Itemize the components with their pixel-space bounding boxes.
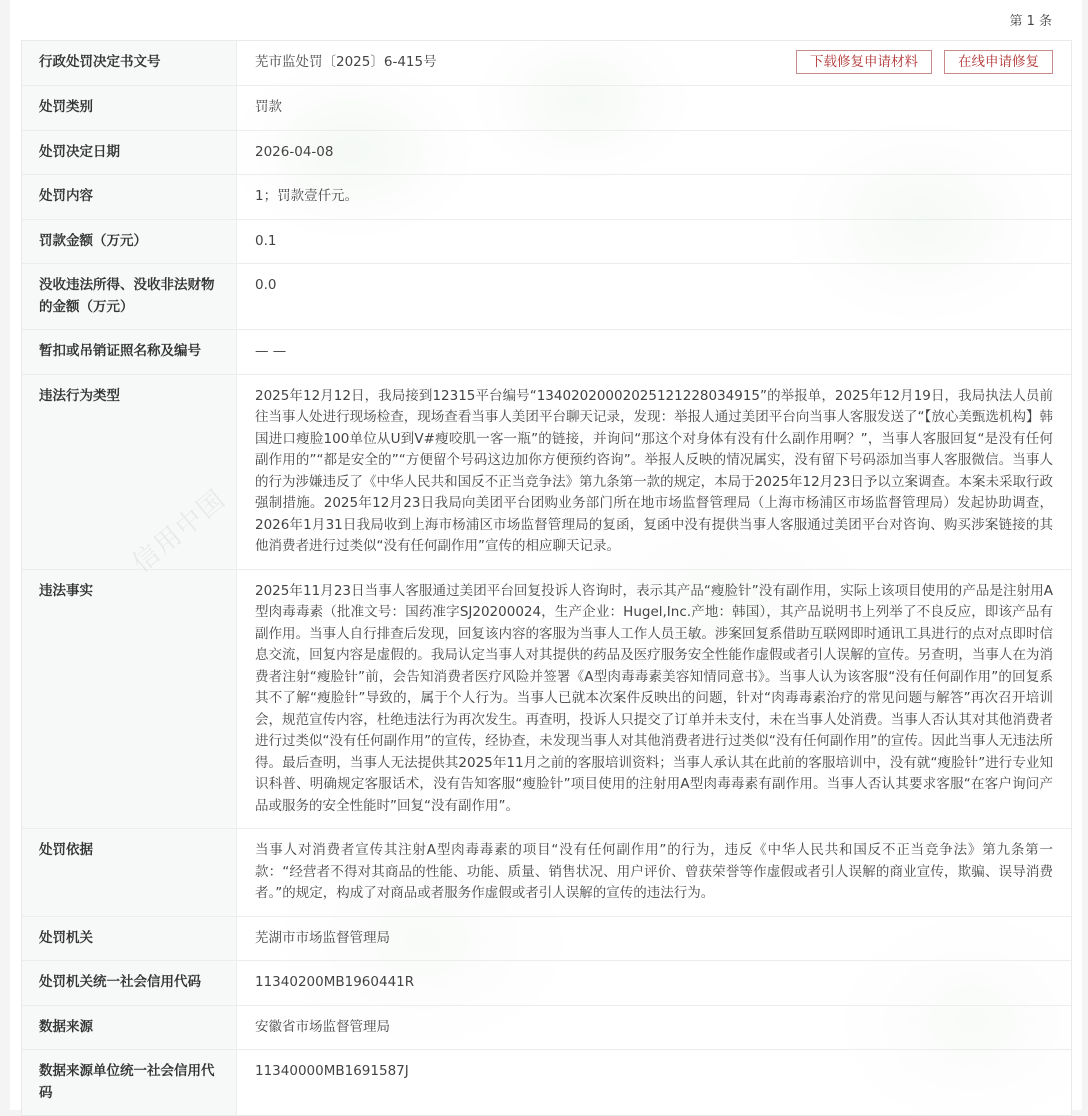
table-row (22, 829, 1071, 917)
penalty-basis: 当事人对消费者宣传其注射A型肉毒毒素的项目“没有任何副作用”的行为，违反《中华人民共和国反不正当竞争法》第九条第一款：“经营者不得对其商品的性能、功能、质量、销售状况、用户评价、曾获荣誉等作虚假或者引人误解的商业宣传，欺骗、误导消费者。”的规定，构成了对商品或者服务作虚假或者引人误解的宣传的违法行为。 (237, 829, 1072, 917)
online-repair-application-button[interactable]: 在线申请修复 (944, 50, 1053, 74)
table-row (22, 1050, 1071, 1116)
data-source: 安徽省市场监督管理局 (237, 1005, 1072, 1050)
field-label: 违法事实 (22, 569, 237, 829)
penalty-content: 1；罚款壹仟元。 (237, 175, 1072, 220)
table-row (22, 130, 1071, 175)
penalty-category: 罚款 (237, 86, 1072, 131)
field-label: 处罚机关 (22, 916, 237, 961)
table-row (22, 961, 1071, 1006)
confiscation-amount: 0.0 (237, 264, 1072, 330)
penalty-detail-table (21, 40, 1072, 1116)
violation-facts: 2025年11月23日当事人客服通过美团平台回复投诉人咨询时，表示其产品“瘦脸针”没有副作用，实际上该项目使用的产品是注射用A型肉毒毒素（批准文号：国药准字SJ20200024，生产企业：Hugel,Inc.产地：韩国），其产品说明书上列举了不良反应，即该产品有副作用。当事人自行排查后发现，回复该内容的客服为当事人工作人员王敏。涉案回复系借助互联网即时通讯工具进行的点对点即时信息交流，回复内容是虚假的。我局认定当事人对其提供的药品及医疗服务安全性能作虚假或者引人误解的宣传。另查明，当事人在为消费者注射“瘦脸针”前，会告知消费者医疗风险并签署《A型肉毒毒素美容知情同意书》。当事人认为该客服“没有任何副作用”的回复系其不了解“瘦脸针”导致的，属于个人行为。当事人已就本次案件反映出的问题，针对“肉毒毒素治疗的常见问题与解答”再次召开培训会，规范宣传内容，杜绝违法行为再次发生。再查明，投诉人只提交了订单并未支付，未在当事人处消费。当事人否认其对其他消费者进行过类似“没有任何副作用”的宣传，经协查，未发现当事人对其他消费者进行过类似“没有任何副作用”的宣传。因此当事人无违法所得。最后查明，当事人无法提供其2025年11月之前的客服培训资料；当事人承认其在此前的客服培训中，没有就“瘦脸针”进行专业知识科普、明确规定客服话术，没有告知客服“瘦脸针”项目使用的注射用A型肉毒毒素有副作用。当事人否认其要求客服“在客户询问产品或服务的安全性能时”回复“没有副作用”。 (237, 569, 1072, 829)
field-label: 没收违法所得、没收非法财物的金额（万元） (22, 264, 237, 330)
field-label: 处罚决定日期 (22, 130, 237, 175)
field-label: 行政处罚决定书文号 (22, 41, 237, 86)
license-suspension: — — (237, 330, 1072, 375)
field-label: 处罚机关统一社会信用代码 (22, 961, 237, 1006)
decision-date: 2026-04-08 (237, 130, 1072, 175)
table-row (22, 219, 1071, 264)
field-label: 处罚内容 (22, 175, 237, 220)
field-label: 数据来源单位统一社会信用代码 (22, 1050, 237, 1116)
data-source-credit-code: 11340000MB1691587J (255, 1063, 409, 1079)
violation-type: 2025年12月12日，我局接到12315平台编号“13402020002025121228034915”的举报单，2025年12月19日，我局执法人员前往当事人处进行现场检查，现场查看当事人美团平台聊天记录，发现：举报人通过美团平台向当事人客服发送了“【放心美甄选机构】韩国进口瘦脸100单位从U到V#瘦咬肌一客一瓶”的链接，并询问“那这个对身体有没有什么副作用啊？”，当事人客服回复“是没有任何副作用的”“都是安全的”“方便留个号码这边加你方便预约咨询”。举报人反映的情况属实，没有留下号码添加当事人客服微信。当事人的行为涉嫌违反了《中华人民共和国反不正当竞争法》第九条第一款的规定，本局于2025年12月23日予以立案调查。本案未采取行政强制措施。2025年12月23日我局向美团平台团购业务部门所在地市场监督管理局（上海市杨浦区市场监督管理局）发起协助调查，2026年1月31日我局收到上海市杨浦区市场监督管理局的复函，复函中没有提供当事人客服通过美团平台对咨询、购买涉案链接的其他消费者进行过类似“没有任何副作用”宣传的相应聊天记录。 (237, 374, 1072, 569)
decision-number: 芜市监处罚〔2025〕6-415号 (255, 54, 437, 71)
table-row (22, 374, 1071, 569)
table-row (22, 86, 1071, 131)
record-index: 第 1 条 (1009, 14, 1052, 29)
field-label: 罚款金额（万元） (22, 219, 237, 264)
table-row (22, 330, 1071, 375)
field-label: 处罚类别 (22, 86, 237, 131)
authority-credit-code: 11340200MB1960441R (237, 961, 1072, 1006)
field-label: 违法行为类型 (22, 374, 237, 569)
field-label: 数据来源 (22, 1005, 237, 1050)
table-row (22, 264, 1071, 330)
table-row (22, 569, 1071, 829)
table-row (22, 916, 1071, 961)
field-label: 处罚依据 (22, 829, 237, 917)
table-row (22, 1005, 1071, 1050)
download-repair-materials-button[interactable]: 下载修复申请材料 (796, 50, 932, 74)
page-container (10, 0, 1082, 1110)
table-row (22, 41, 1071, 86)
table-row (22, 175, 1071, 220)
fine-amount: 0.1 (237, 219, 1072, 264)
penalty-authority: 芜湖市市场监督管理局 (237, 916, 1072, 961)
field-label: 暂扣或吊销证照名称及编号 (22, 330, 237, 375)
